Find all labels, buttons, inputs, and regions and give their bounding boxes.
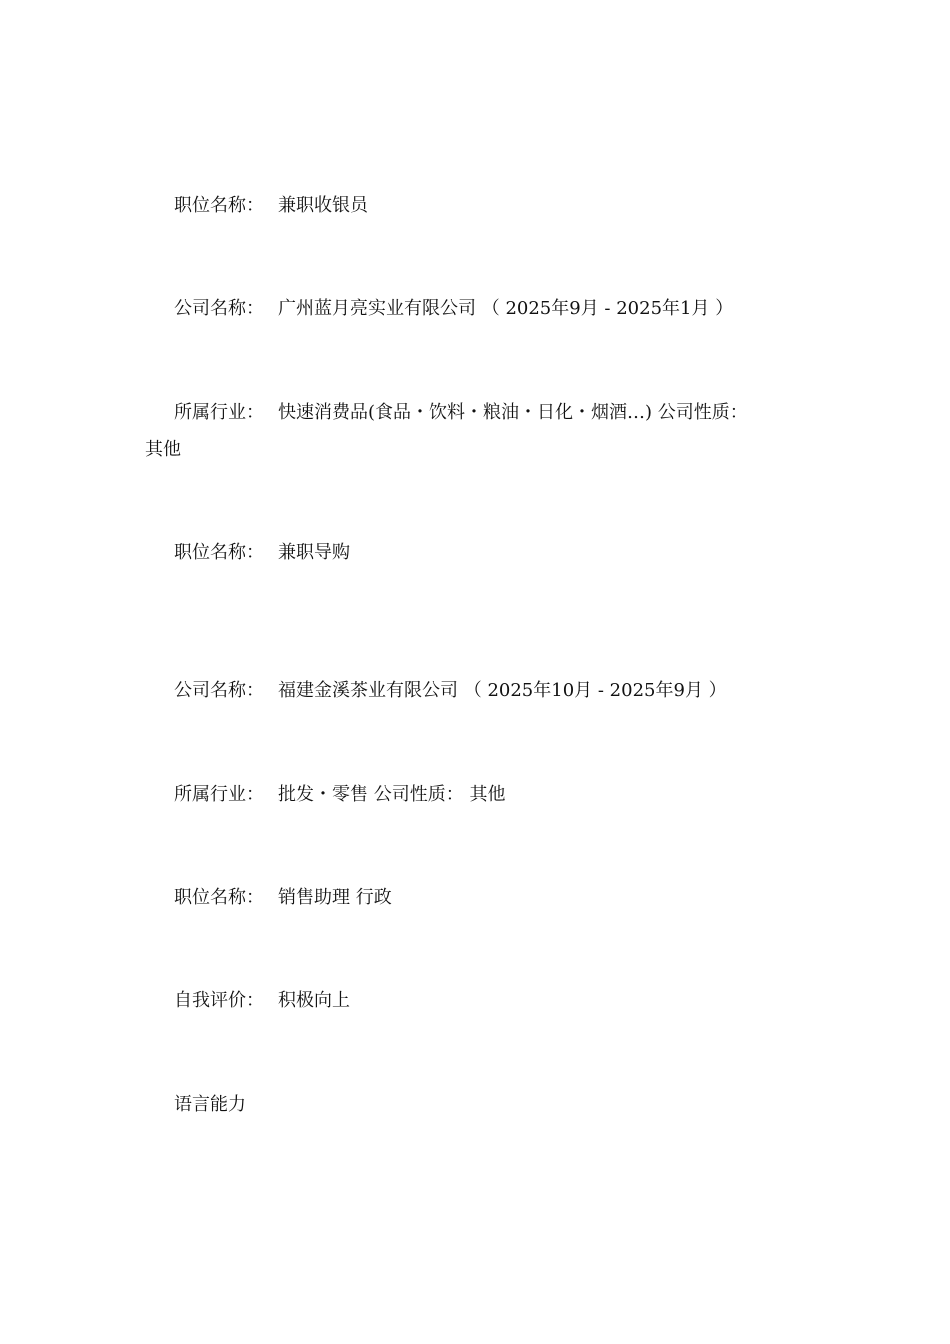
- field-label: 所属行业：: [174, 784, 264, 805]
- company-row-1: [174, 297, 733, 321]
- field-value: 积极向上: [278, 990, 350, 1011]
- field-label: 职位名称：: [174, 887, 264, 908]
- field-value: 兼职导购: [278, 542, 350, 563]
- self-evaluation-row: [174, 989, 350, 1013]
- field-value: 兼职收银员: [278, 195, 368, 216]
- industry-row-1: [174, 401, 748, 425]
- position-row-3: [174, 886, 392, 910]
- field-label: 所属行业：: [174, 402, 264, 423]
- field-value: 批发・零售 公司性质： 其他: [278, 784, 506, 805]
- industry-row-1-continuation: 其他: [145, 439, 181, 460]
- field-label: 职位名称：: [174, 195, 264, 216]
- field-value: 快速消费品(食品・饮料・粮油・日化・烟酒…) 公司性质：: [278, 402, 748, 423]
- field-value: 广州蓝月亮实业有限公司 （ 2025年9月 - 2025年1月 ）: [278, 298, 734, 319]
- industry-row-2: [174, 783, 505, 807]
- field-label: 公司名称：: [174, 298, 264, 319]
- field-label: 职位名称：: [174, 542, 264, 563]
- field-label: 自我评价：: [174, 990, 264, 1011]
- language-ability-heading: 语言能力: [174, 1094, 246, 1115]
- field-label: 公司名称：: [174, 680, 264, 701]
- field-value: 销售助理 行政: [278, 887, 392, 908]
- company-row-2: [174, 679, 727, 703]
- position-row-2: [174, 541, 350, 565]
- field-value: 福建金溪茶业有限公司 （ 2025年10月 - 2025年9月 ）: [278, 680, 727, 701]
- position-row-1: [174, 194, 368, 218]
